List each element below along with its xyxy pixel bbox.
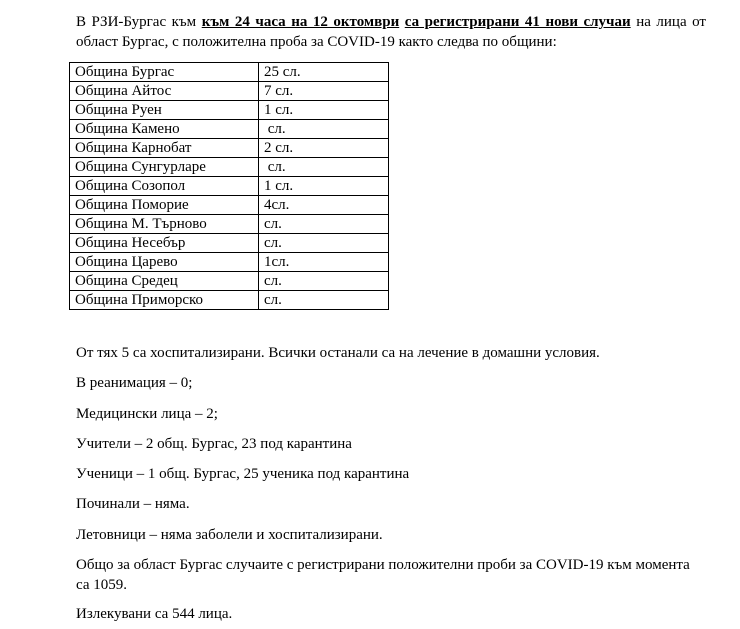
municipality-table-body — [70, 63, 389, 310]
intro-suffix: на лица от област Бургас, с положителна проба за COVID-19 както следва по общини: — [76, 14, 706, 50]
municipality-name-cell: Община Созопол — [70, 177, 259, 196]
intro-bold-cases: са регистрирани 41 нови случаи — [404, 14, 631, 30]
municipality-name-cell: Община Средец — [70, 272, 259, 291]
table-row — [70, 177, 389, 196]
students-text: Ученици – 1 общ. Бургас, 25 ученика под карантина — [76, 466, 410, 482]
recovered-text: Излекувани са 544 лица. — [76, 606, 233, 622]
table-row — [70, 291, 389, 310]
table-row — [70, 82, 389, 101]
municipality-name-cell: Община Руен — [70, 101, 259, 120]
table-row — [70, 158, 389, 177]
municipality-count-cell: 25 сл. — [259, 63, 389, 82]
intro-paragraph — [76, 12, 706, 52]
municipality-name-cell: Община Приморско — [70, 291, 259, 310]
municipality-count-cell: 7 сл. — [259, 82, 389, 101]
deceased-text: Починали – няма. — [76, 496, 190, 512]
teachers-text: Учители – 2 общ. Бургас, 23 под карантина — [76, 436, 352, 452]
icu-text: В реанимация – 0; — [76, 375, 193, 391]
municipality-name-cell: Община Камено — [70, 120, 259, 139]
table-row — [70, 253, 389, 272]
table-row — [70, 101, 389, 120]
municipality-name-cell: Община Несебър — [70, 234, 259, 253]
table-row — [70, 63, 389, 82]
medical-text: Медицински лица – 2; — [76, 406, 218, 422]
municipality-name-cell: Община Бургас — [70, 63, 259, 82]
municipality-count-cell: сл. — [259, 215, 389, 234]
municipality-table — [69, 62, 389, 310]
municipality-count-cell: 2 сл. — [259, 139, 389, 158]
table-row — [70, 139, 389, 158]
intro-prefix: В РЗИ-Бургас към — [76, 14, 202, 30]
table-row — [70, 120, 389, 139]
municipality-name-cell: Община Сунгурларе — [70, 158, 259, 177]
municipality-count-cell: сл. — [259, 158, 389, 177]
hospitalized-text: От тях 5 са хоспитализирани. Всички останали са на лечение в домашни условия. — [76, 345, 600, 361]
municipality-name-cell: Община Царево — [70, 253, 259, 272]
intro-bold-date: към 24 часа на 12 октомври — [201, 14, 400, 30]
municipality-count-cell: сл. — [259, 234, 389, 253]
municipality-count-cell: 1 сл. — [259, 177, 389, 196]
municipality-count-cell: сл. — [259, 291, 389, 310]
municipality-count-cell: 1 сл. — [259, 101, 389, 120]
vacationers-text: Летовници – няма заболели и хоспитализирани. — [76, 527, 383, 543]
municipality-count-cell: 1сл. — [259, 253, 389, 272]
municipality-count-cell: сл. — [259, 272, 389, 291]
total-text: Общо за област Бургас случаите с регистрирани положителни проби за COVID-19 към момента са 1059. — [76, 557, 690, 593]
municipality-count-cell: сл. — [259, 120, 389, 139]
table-row — [70, 234, 389, 253]
municipality-count-cell: 4сл. — [259, 196, 389, 215]
table-row — [70, 215, 389, 234]
municipality-name-cell: Община М. Търново — [70, 215, 259, 234]
table-row — [70, 196, 389, 215]
municipality-name-cell: Община Карнобат — [70, 139, 259, 158]
municipality-name-cell: Община Айтос — [70, 82, 259, 101]
municipality-name-cell: Община Поморие — [70, 196, 259, 215]
table-row — [70, 272, 389, 291]
